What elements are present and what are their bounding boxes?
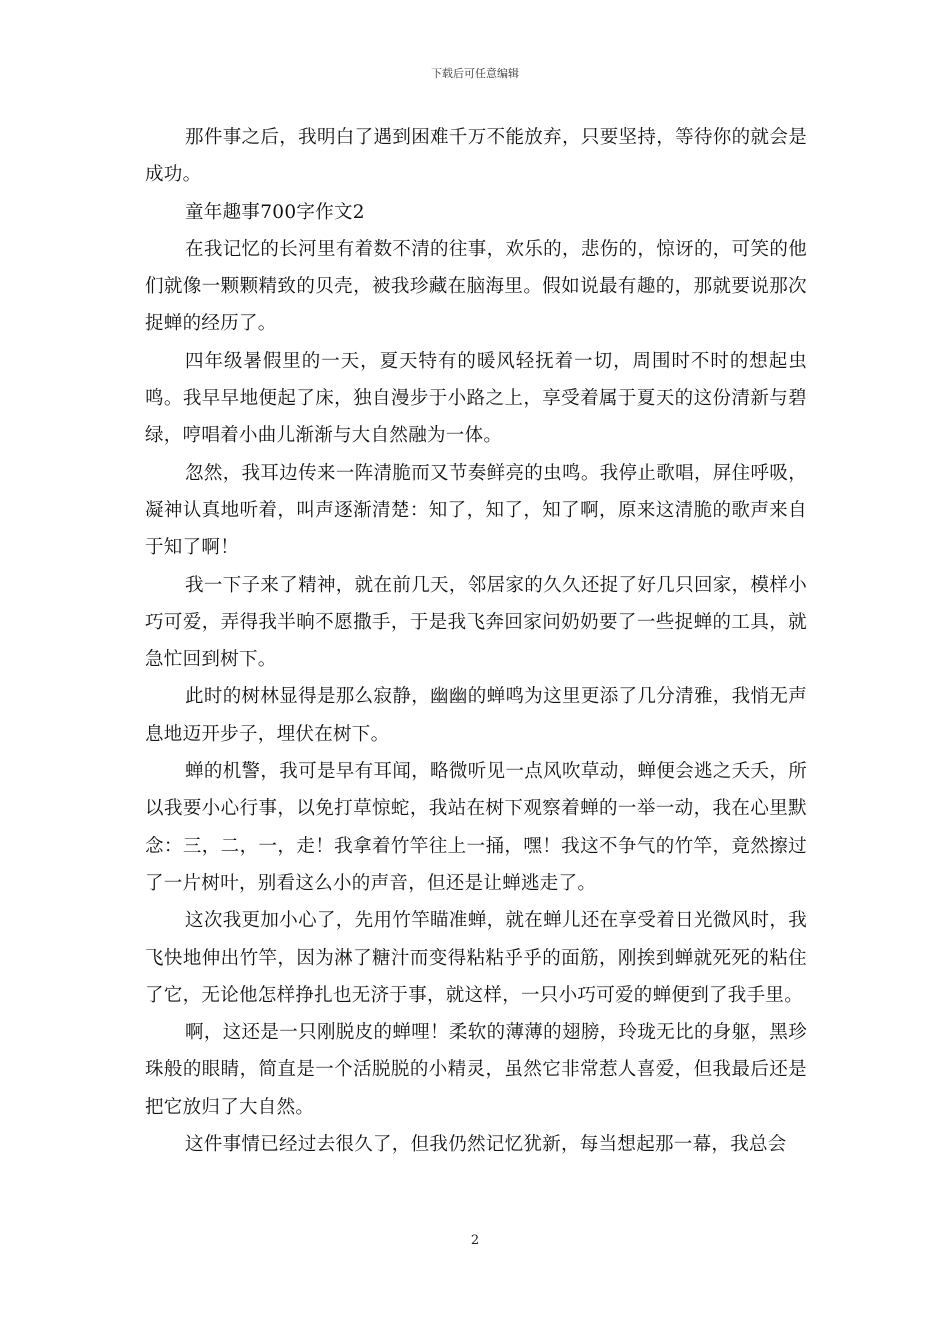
paragraph: 此时的树林显得是那么寂静，幽幽的蝉鸣为这里更添了几分清雅，我悄无声息地迈开步子，埋伏在树下。 [145,686,807,745]
essay-title: 童年趣事700字作文2 [185,201,365,223]
paragraph: 这次我更加小心了，先用竹竿瞄准蝉，就在蝉儿还在享受着日光微风时，我飞快地伸出竹竿，因为淋了糖汁而变得粘粘乎乎的面筋，刚挨到蝉就死死的粘住了它，无论他怎样挣扎也无济于事，就这样，一只小巧可爱的蝉便到了我手里。 [145,910,807,1006]
document-body [145,119,807,1163]
paragraph: 那件事之后，我明白了遇到困难千万不能放弃，只要坚持，等待你的就会是成功。 [145,127,807,186]
paragraph: 四年级暑假里的一天，夏天特有的暖风轻抚着一切，周围时不时的想起虫鸣。我早早地便起了床，独自漫步于小路之上，享受着属于夏天的这份清新与碧绿，哼唱着小曲儿渐渐与大自然融为一体。 [145,350,807,447]
page-header: 下载后可任意编辑 [431,67,519,80]
paragraph: 蝉的机警，我可是早有耳闻，略微听见一点风吹草动，蝉便会逃之夭夭，所以我要小心行事，以免打草惊蛇，我站在树下观察着蝉的一举一动，我在心里默念：三，二，一，走！我拿着竹竿往上一捅，嘿！我这不争气的竹竿，竟然擦过了一片树叶，别看这么小的声音，但还是让蝉逃走了。 [145,761,807,894]
paragraph: 忽然，我耳边传来一阵清脆而又节奏鲜亮的虫鸣。我停止歌唱，屏住呼吸，凝神认真地听着，叫声逐渐清楚：知了，知了，知了啊，原来这清脆的歌声来自于知了啊！ [145,462,807,559]
page-number: 2 [470,1233,480,1248]
paragraph: 这件事情已经过去很久了，但我仍然记忆犹新，每当想起那一幕，我总会 [185,1134,787,1156]
paragraph: 啊，这还是一只刚脱皮的蝉哩！柔软的薄薄的翅膀，玲珑无比的身躯，黑珍珠般的眼睛，简直是一个活脱脱的小精灵，虽然它非常惹人喜爱，但我最后还是把它放归了大自然。 [145,1022,807,1118]
paragraph: 我一下子来了精神，就在前几天，邻居家的久久还捉了好几只回家，模样小巧可爱，弄得我半晌不愿撒手，于是我飞奔回家问奶奶要了一些捉蝉的工具，就急忙回到树下。 [145,574,807,671]
paragraph: 在我记忆的长河里有着数不清的往事，欢乐的，悲伤的，惊讶的，可笑的他们就像一颗颗精致的贝壳，被我珍藏在脑海里。假如说最有趣的，那就要说那次捉蝉的经历了。 [145,238,807,335]
